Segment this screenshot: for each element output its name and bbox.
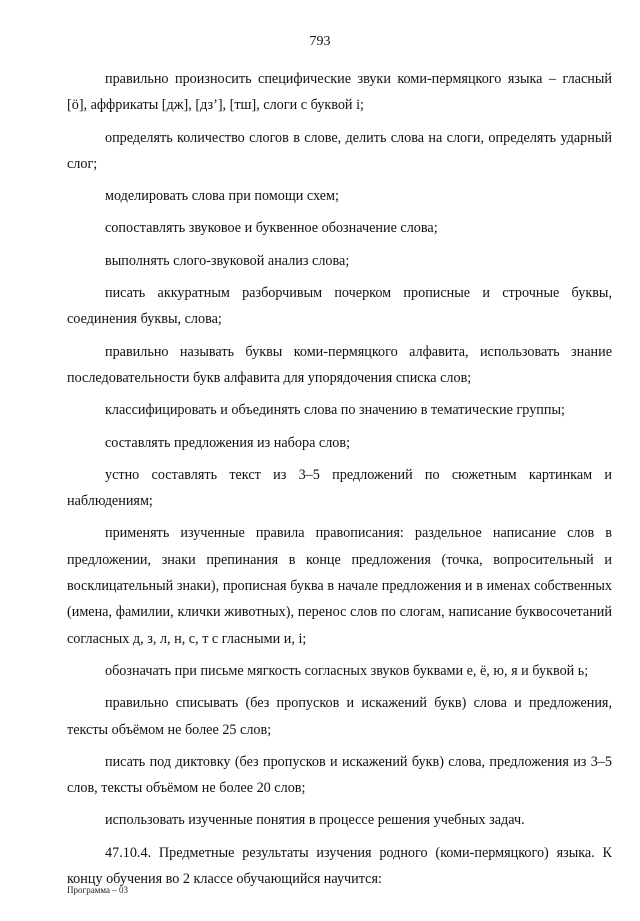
- paragraph-16: 47.10.4. Предметные результаты изучения родного (коми-пермяцкого) языка. К концу обучения во 2 классе обучающийся научится:: [67, 844, 612, 888]
- paragraph-13: правильно списывать (без пропусков и искажений букв) слова и предложения, тексты объёмом не более 25 слов;: [67, 695, 612, 738]
- paragraph-4: сопоставлять звуковое и буквенное обозначение слова;: [105, 220, 438, 237]
- paragraph-6: писать аккуратным разборчивым почерком прописные и строчные буквы, соединения буквы, слова;: [67, 285, 612, 328]
- paragraph-7: правильно называть буквы коми-пермяцкого алфавита, использовать знание последовательности букв алфавита для упорядочения списка слов;: [67, 343, 612, 386]
- paragraph-2: определять количество слогов в слове, делить слова на слоги, определять ударный слог;: [67, 129, 612, 172]
- paragraph-3: моделировать слова при помощи схем;: [105, 188, 339, 205]
- paragraph-11: применять изученные правила правописания: раздельное написание слов в предложении, знаки препинания в конце предложения (точка, вопросительный и восклицательный знаки), прописная буква в начале предложения и в именах собственных (имена, фамилии, клички животных), перенос слов по слогам, написание буквосочетаний согласных д, з, л, н, с, т с гласными и, i;: [67, 525, 612, 647]
- paragraph-1: правильно произносить специфические звуки коми-пермяцкого языка – гласный [ö], аффрикаты [дж], [дз’], [тш], слоги с буквой i;: [67, 71, 612, 114]
- paragraph-15: использовать изученные понятия в процессе решения учебных задач.: [105, 812, 525, 829]
- paragraph-14: писать под диктовку (без пропусков и искажений букв) слова, предложения из 3–5 слов, тексты объёмом не более 20 слов;: [67, 753, 612, 797]
- paragraph-10: устно составлять текст из 3–5 предложений по сюжетным картинкам и наблюдениям;: [67, 466, 612, 510]
- paragraph-9: составлять предложения из набора слов;: [105, 434, 351, 451]
- page-number: 793: [309, 34, 331, 49]
- footer-label: Программа – 03: [67, 885, 129, 895]
- document-body: [67, 66, 612, 892]
- paragraph-5: выполнять слого-звуковой анализ слова;: [105, 252, 350, 269]
- paragraph-12: обозначать при письме мягкость согласных звуков буквами е, ё, ю, я и буквой ь;: [105, 662, 589, 679]
- paragraph-8: классифицировать и объединять слова по значению в тематические группы;: [105, 402, 565, 419]
